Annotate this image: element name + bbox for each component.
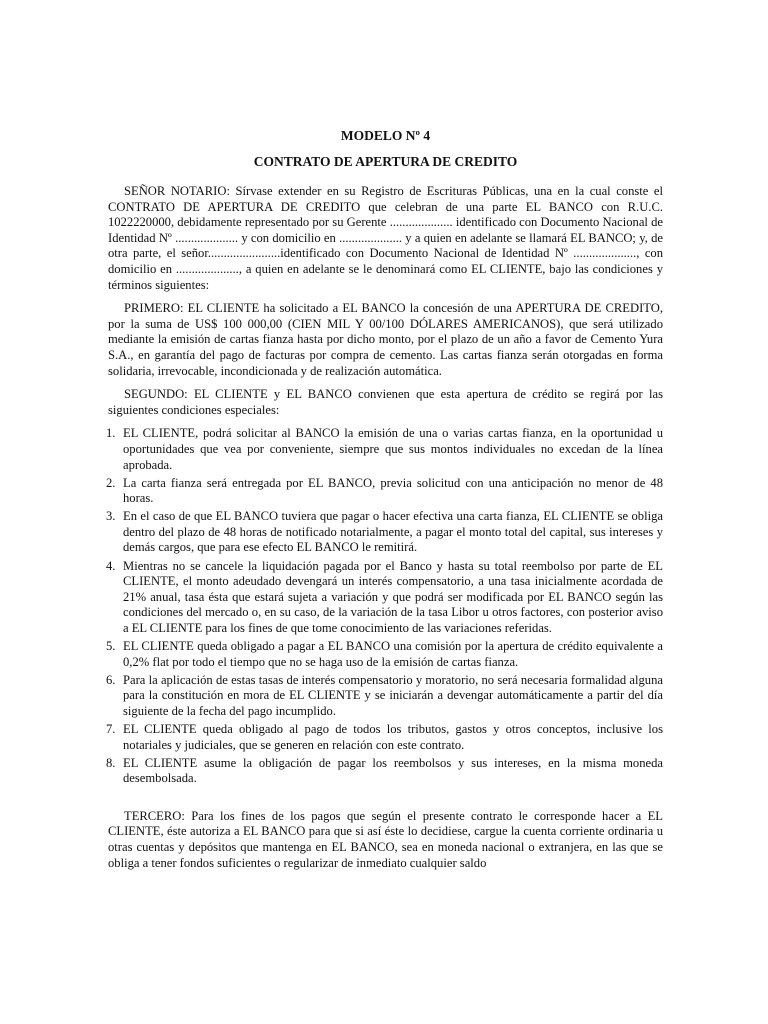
list-text: EL CLIENTE, podrá solicitar al BANCO la emisión de una o varias cartas fianza, en la oportunidad u oportunidades que vea por conveniente, siempre que sus montos individuales no excedan de la línea aprobada. <box>123 426 663 472</box>
list-item <box>108 639 663 670</box>
list-number: 8. <box>106 755 116 770</box>
list-number: 4. <box>106 558 116 573</box>
list-item <box>108 476 663 507</box>
intro-paragraph: SEÑOR NOTARIO: Sírvase extender en su Registro de Escrituras Públicas, una en la cual conste el CONTRATO DE APERTURA DE CREDITO que celebran de una parte EL BANCO con R.U.C. 1022220000, debidamente representado por su Gerente .................... identificado con Documento Nacional de Identidad Nº .................... y con domicilio en .................... y a quien en adelante se llamará EL BANCO; y, de otra parte, el señor.......................identificado con Documento Nacional de Identidad Nº ...................., con domicilio en ...................., a quien en adelante se le denominará como EL CLIENTE, bajo las condiciones y términos siguientes: <box>108 184 663 292</box>
list-number: 3. <box>106 509 116 524</box>
list-text: EL CLIENTE queda obligado a pagar a EL BANCO una comisión por la apertura de crédito equivalente a 0,2% flat por todo el tiempo que no se haga uso de la emisión de cartas fianza. <box>123 639 663 669</box>
list-item <box>108 426 663 473</box>
list-text: En el caso de que EL BANCO tuviera que pagar o hacer efectiva una carta fianza, EL CLIENTE se obliga dentro del plazo de 48 horas de notificado notarialmente, a pagar el monto total del capital, sus intereses y demás cargos, que para ese efecto EL BANCO le remitirá. <box>123 509 663 555</box>
conditions-list <box>108 426 663 787</box>
list-number: 2. <box>106 475 116 490</box>
list-text: EL CLIENTE queda obligado al pago de todos los tributos, gastos y otros conceptos, inclusive los notariales y judiciales, que se generen en relación con este contrato. <box>123 722 663 752</box>
clause-segundo: SEGUNDO: EL CLIENTE y EL BANCO convienen que esta apertura de crédito se regirá por las siguientes condiciones especiales: <box>108 387 663 417</box>
list-item <box>108 756 663 787</box>
list-number: 5. <box>106 639 116 654</box>
list-item <box>108 673 663 720</box>
document-title: MODELO Nº 4 <box>340 128 431 143</box>
list-number: 1. <box>106 426 116 441</box>
document-subtitle: CONTRATO DE APERTURA DE CREDITO <box>253 154 518 169</box>
list-text: EL CLIENTE asume la obligación de pagar los reembolsos y sus intereses, en la misma moneda desembolsada. <box>123 755 663 786</box>
list-number: 6. <box>106 672 116 687</box>
list-item <box>108 559 663 637</box>
list-item <box>108 722 663 753</box>
clause-tercero: TERCERO: Para los fines de los pagos que según el presente contrato le corresponde hacer a EL CLIENTE, éste autoriza a EL BANCO para que si así éste lo decidiese, cargue la cuenta corriente ordinaria u otras cuentas y depósitos que mantenga en EL BANCO, sea en moneda nacional o extranjera, en las que se obliga a tener fondos suficientes o regularizar de inmediato cualquier saldo <box>108 808 663 870</box>
list-item <box>108 509 663 556</box>
list-text: Mientras no se cancele la liquidación pagada por el Banco y hasta su total reembolso por parte de EL CLIENTE, el monto adeudado devengará un interés compensatorio, a una tasa inicialmente acordada de 21% anual, tasa ésta que estará sujeta a variación y que podrá ser modificada por EL BANCO según las condiciones del mercado o, en su caso, de la variación de la tasa Libor u otros factores, con posterior aviso a EL CLIENTE para los fines de que tome conocimiento de las variaciones referidas. <box>123 558 663 635</box>
list-number: 7. <box>106 722 116 736</box>
clause-primero: PRIMERO: EL CLIENTE ha solicitado a EL BANCO la concesión de una APERTURA DE CREDITO, por la suma de US$ 100 000,00 (CIEN MIL Y 00/100 DÓLARES AMERICANOS), que será utilizado mediante la emisión de cartas fianza hasta por dicho monto, por el plazo de un año a favor de Cemento Yura S.A., en garantía del pago de facturas por compra de cemento. Las cartas fianza serán otorgadas en forma solidaria, irrevocable, incondicionada y de realización automática. <box>108 301 663 378</box>
list-text: Para la aplicación de estas tasas de interés compensatorio y moratorio, no será necesaria formalidad alguna para la constitución en mora de EL CLIENTE y se iniciarán a devengar automáticamente a partir del día siguiente de la fecha del pago incumplido. <box>123 672 663 718</box>
list-text: La carta fianza será entregada por EL BANCO, previa solicitud con una anticipación no menor de 48 horas. <box>123 475 663 506</box>
